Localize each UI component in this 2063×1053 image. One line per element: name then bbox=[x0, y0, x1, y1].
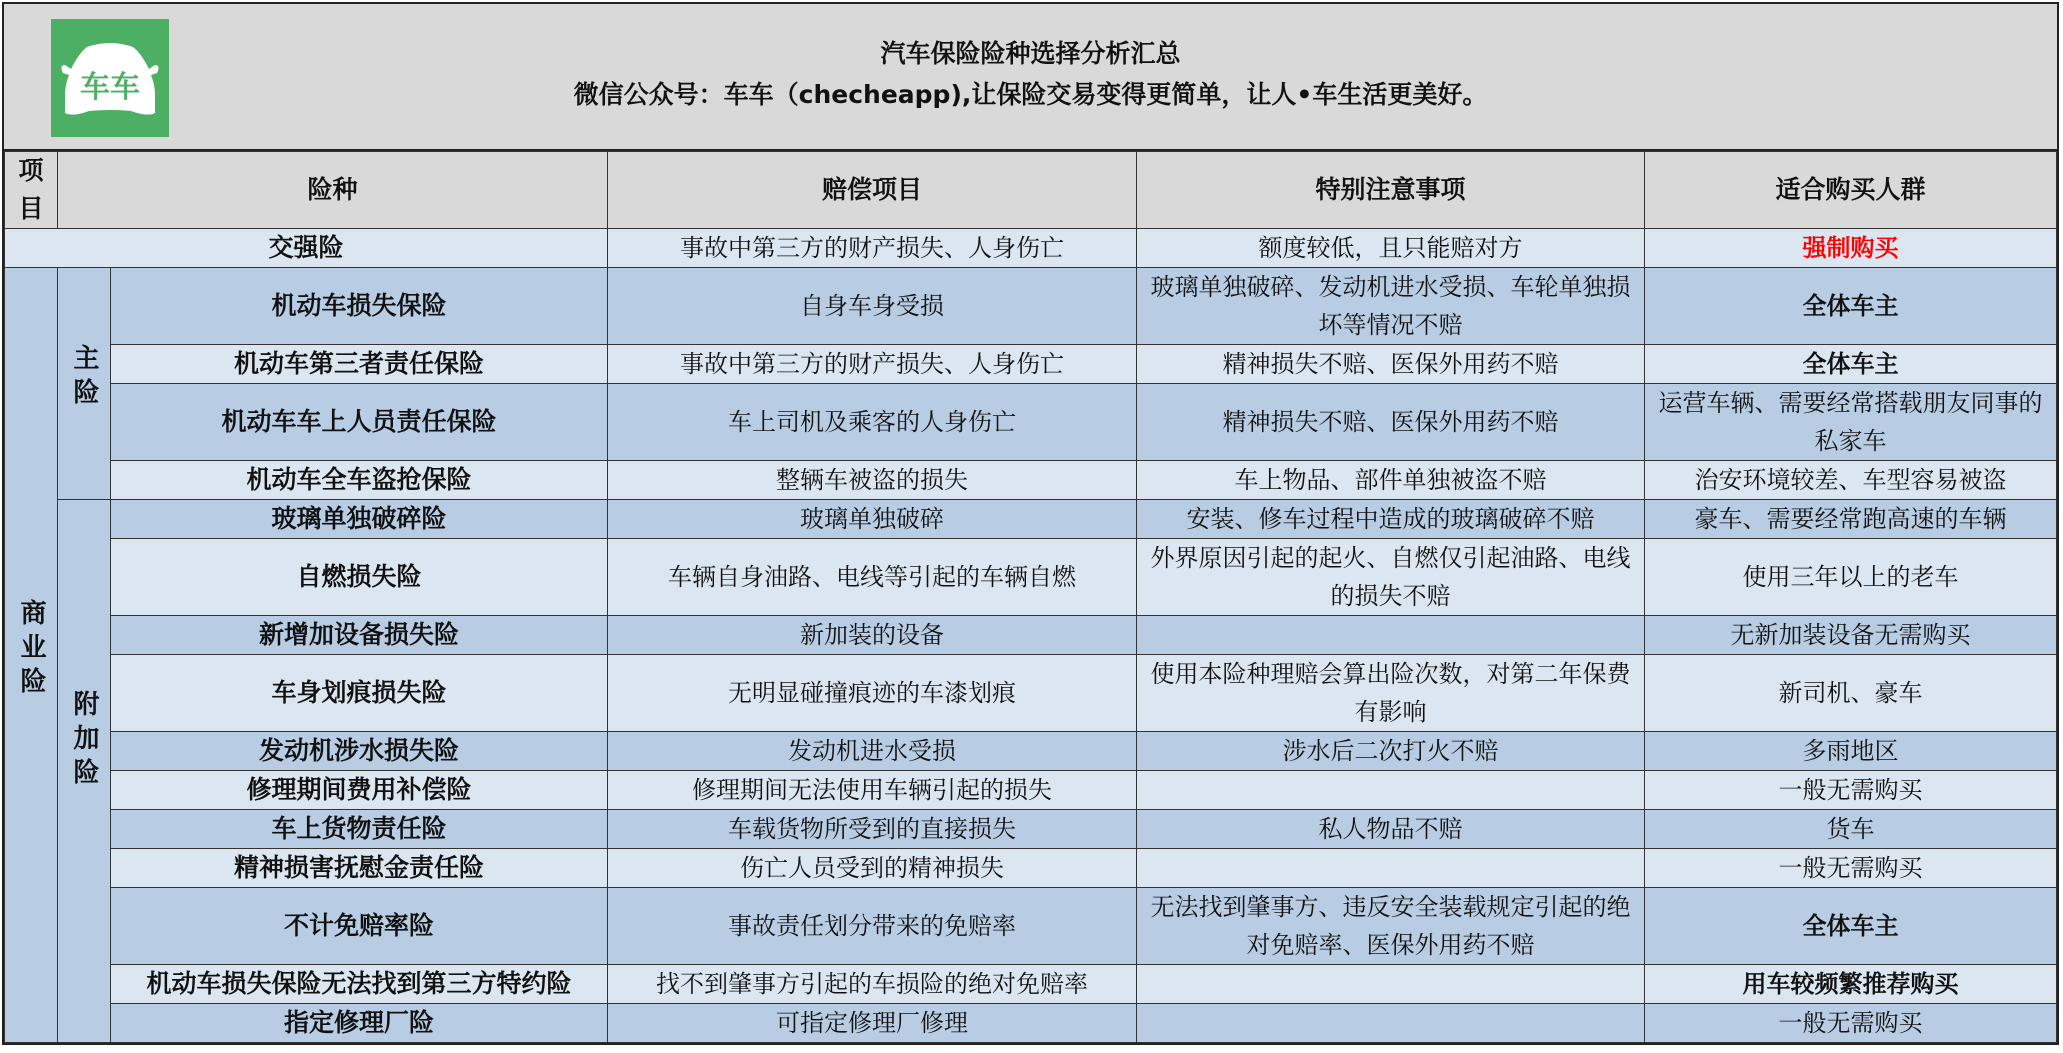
group-commercial-cell bbox=[5, 268, 58, 1043]
table-row bbox=[5, 771, 2057, 810]
group-main-cell bbox=[58, 268, 111, 500]
col-header-audience: 适合购买人群 bbox=[1645, 152, 2057, 229]
audience-cell: 豪车、需要经常跑高速的车辆 bbox=[1645, 500, 2057, 539]
insurance-name: 新增加设备损失险 bbox=[111, 616, 608, 655]
table-row bbox=[5, 616, 2057, 655]
insurance-name: 机动车车上人员责任保险 bbox=[111, 384, 608, 461]
audience-cell: 全体车主 bbox=[1645, 268, 2057, 345]
page-subtitle: 微信公众号：车车（checheapp),让保险交易变得更简单，让人•车生活更美好。 bbox=[573, 80, 1488, 109]
audience-cell: 强制购买 bbox=[1645, 229, 2057, 268]
audience-cell: 使用三年以上的老车 bbox=[1645, 539, 2057, 616]
table-row bbox=[5, 1004, 2057, 1043]
compensation-cell: 找不到肇事方引起的车损险的绝对免赔率 bbox=[608, 965, 1137, 1004]
audience-cell: 货车 bbox=[1645, 810, 2057, 849]
table-row bbox=[5, 849, 2057, 888]
col-header-item: 项目 bbox=[5, 152, 58, 229]
title-bar bbox=[4, 4, 2057, 151]
insurance-name: 玻璃单独破碎险 bbox=[111, 500, 608, 539]
group-commercial: 商业险 bbox=[16, 598, 46, 701]
table-row bbox=[5, 732, 2057, 771]
table-row bbox=[5, 345, 2057, 384]
compensation-cell: 发动机进水受损 bbox=[608, 732, 1137, 771]
compensation-cell: 车载货物所受到的直接损失 bbox=[608, 810, 1137, 849]
compensation-cell: 修理期间无法使用车辆引起的损失 bbox=[608, 771, 1137, 810]
notes-cell: 无法找到肇事方、违反安全装载规定引起的绝对免赔率、医保外用药不赔 bbox=[1137, 888, 1645, 965]
notes-cell: 私人物品不赔 bbox=[1137, 810, 1645, 849]
audience-cell: 一般无需购买 bbox=[1645, 1004, 2057, 1043]
notes-cell: 玻璃单独破碎、发动机进水受损、车轮单独损坏等情况不赔 bbox=[1137, 268, 1645, 345]
audience-cell: 治安环境较差、车型容易被盗 bbox=[1645, 461, 2057, 500]
audience-cell: 运营车辆、需要经常搭载朋友同事的私家车 bbox=[1645, 384, 2057, 461]
group-addon: 附加险 bbox=[69, 690, 99, 792]
insurance-name: 不计免赔率险 bbox=[111, 888, 608, 965]
table-row bbox=[5, 461, 2057, 500]
compensation-cell: 事故中第三方的财产损失、人身伤亡 bbox=[608, 229, 1137, 268]
insurance-name: 自燃损失险 bbox=[111, 539, 608, 616]
svg-text:车车: 车车 bbox=[80, 70, 140, 105]
compensation-cell: 车辆自身油路、电线等引起的车辆自燃 bbox=[608, 539, 1137, 616]
table-row bbox=[5, 655, 2057, 732]
audience-cell: 新司机、豪车 bbox=[1645, 655, 2057, 732]
insurance-table bbox=[4, 151, 2057, 1043]
insurance-name: 车上货物责任险 bbox=[111, 810, 608, 849]
group-addon-cell bbox=[58, 500, 111, 1043]
insurance-name: 精神损害抚慰金责任险 bbox=[111, 849, 608, 888]
table-row bbox=[5, 500, 2057, 539]
insurance-name: 车身划痕损失险 bbox=[111, 655, 608, 732]
insurance-name: 发动机涉水损失险 bbox=[111, 732, 608, 771]
audience-cell: 全体车主 bbox=[1645, 345, 2057, 384]
compensation-cell: 事故责任划分带来的免赔率 bbox=[608, 888, 1137, 965]
notes-cell bbox=[1137, 849, 1645, 888]
compensation-cell: 自身车身受损 bbox=[608, 268, 1137, 345]
notes-cell: 精神损失不赔、医保外用药不赔 bbox=[1137, 345, 1645, 384]
col-header-type: 险种 bbox=[58, 152, 608, 229]
insurance-name: 交强险 bbox=[5, 229, 608, 268]
insurance-name: 修理期间费用补偿险 bbox=[111, 771, 608, 810]
table-row bbox=[5, 384, 2057, 461]
compensation-cell: 整辆车被盗的损失 bbox=[608, 461, 1137, 500]
notes-cell: 精神损失不赔、医保外用药不赔 bbox=[1137, 384, 1645, 461]
audience-cell: 无新加装设备无需购买 bbox=[1645, 616, 2057, 655]
compensation-cell: 玻璃单独破碎 bbox=[608, 500, 1137, 539]
table-row-compulsory bbox=[5, 229, 2057, 268]
col-header-compensation: 赔偿项目 bbox=[608, 152, 1137, 229]
notes-cell: 额度较低，且只能赔对方 bbox=[1137, 229, 1645, 268]
audience-cell: 用车较频繁推荐购买 bbox=[1645, 965, 2057, 1004]
insurance-name: 机动车全车盗抢保险 bbox=[111, 461, 608, 500]
header-row bbox=[5, 152, 2057, 229]
notes-cell: 车上物品、部件单独被盗不赔 bbox=[1137, 461, 1645, 500]
insurance-name: 机动车损失保险无法找到第三方特约险 bbox=[111, 965, 608, 1004]
audience-cell: 一般无需购买 bbox=[1645, 849, 2057, 888]
insurance-name: 指定修理厂险 bbox=[111, 1004, 608, 1043]
compensation-cell: 事故中第三方的财产损失、人身伤亡 bbox=[608, 345, 1137, 384]
compensation-cell: 新加装的设备 bbox=[608, 616, 1137, 655]
group-main: 主险 bbox=[69, 344, 99, 412]
audience-cell: 全体车主 bbox=[1645, 888, 2057, 965]
compensation-cell: 无明显碰撞痕迹的车漆划痕 bbox=[608, 655, 1137, 732]
audience-cell: 多雨地区 bbox=[1645, 732, 2057, 771]
table-row bbox=[5, 965, 2057, 1004]
notes-cell: 使用本险种理赔会算出险次数，对第二年保费有影响 bbox=[1137, 655, 1645, 732]
table-row bbox=[5, 539, 2057, 616]
notes-cell bbox=[1137, 616, 1645, 655]
notes-cell bbox=[1137, 771, 1645, 810]
page-title: 汽车保险险种选择分析汇总 bbox=[880, 39, 1181, 68]
notes-cell bbox=[1137, 965, 1645, 1004]
col-header-notes: 特别注意事项 bbox=[1137, 152, 1645, 229]
notes-cell: 外界原因引起的起火、自燃仅引起油路、电线的损失不赔 bbox=[1137, 539, 1645, 616]
notes-cell: 涉水后二次打火不赔 bbox=[1137, 732, 1645, 771]
notes-cell bbox=[1137, 1004, 1645, 1043]
compensation-cell: 可指定修理厂修理 bbox=[608, 1004, 1137, 1043]
insurance-name: 机动车损失保险 bbox=[111, 268, 608, 345]
table-row bbox=[5, 810, 2057, 849]
compensation-cell: 伤亡人员受到的精神损失 bbox=[608, 849, 1137, 888]
insurance-summary-sheet bbox=[2, 2, 2059, 1045]
compensation-cell: 车上司机及乘客的人身伤亡 bbox=[608, 384, 1137, 461]
table-row bbox=[5, 268, 2057, 345]
audience-cell: 一般无需购买 bbox=[1645, 771, 2057, 810]
insurance-name: 机动车第三者责任保险 bbox=[111, 345, 608, 384]
notes-cell: 安装、修车过程中造成的玻璃破碎不赔 bbox=[1137, 500, 1645, 539]
table-row bbox=[5, 888, 2057, 965]
